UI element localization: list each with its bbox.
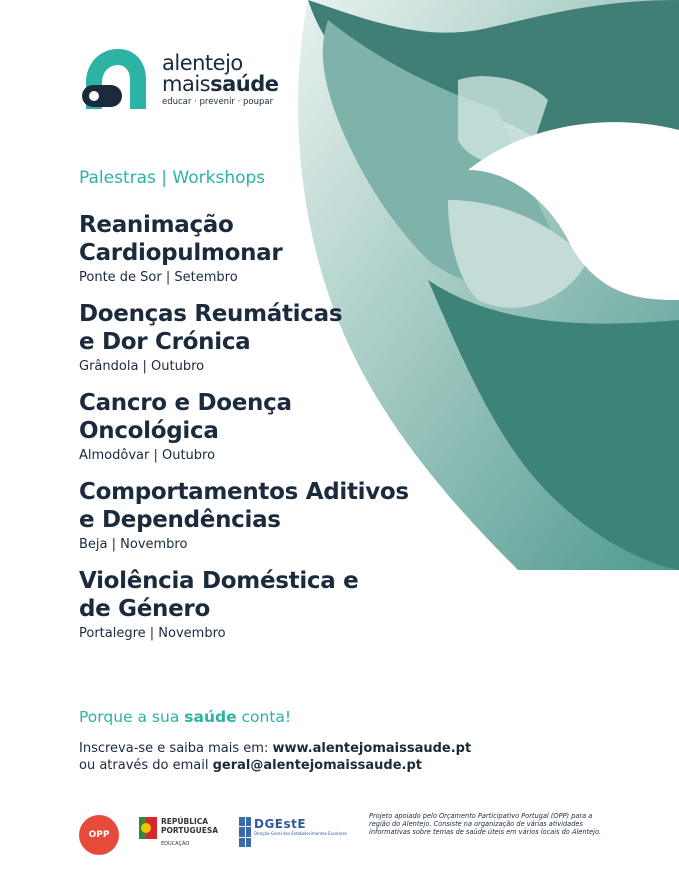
brand-logo — [80, 45, 279, 115]
dgeste-logo: DGEstE Direção-Geral dos Estabelecimentos Escolares — [239, 817, 347, 847]
tagline: Porque a sua saúde conta! — [79, 708, 292, 726]
email-link[interactable]: geral@alentejomaissaude.pt — [212, 758, 422, 773]
opp-logo: OPP — [79, 815, 119, 855]
event-meta: Beja | Novembro — [79, 537, 188, 552]
event-item — [79, 389, 459, 463]
logo-tagline: educar · prevenir · poupar — [162, 97, 274, 108]
event-title: Violência Doméstica e de Género — [79, 568, 359, 622]
dgeste-grid-icon — [239, 817, 251, 847]
event-item — [79, 300, 459, 374]
event-item — [79, 211, 459, 285]
event-list — [79, 211, 459, 656]
logo-mark-icon — [80, 45, 150, 115]
event-item — [79, 478, 459, 552]
republica-portuguesa-logo: REPÚBLICA PORTUGUESA EDUCAÇÃO — [139, 817, 218, 849]
logo-wordmark-line1: alentejo — [162, 51, 243, 76]
event-title: Doenças Reumáticas e Dor Crónica — [79, 301, 343, 355]
event-meta: Portalegre | Novembro — [79, 626, 226, 641]
section-subtitle: Palestras | Workshops — [79, 168, 266, 188]
event-meta: Grândola | Outubro — [79, 359, 205, 374]
event-meta: Almodôvar | Outubro — [79, 448, 216, 463]
coat-of-arms-icon — [139, 817, 157, 839]
project-note: Projeto apoiado pelo Orçamento Participativo Portugal (OPP) para a região do Alentejo. Consiste na organização de várias atividades informativas sobre temas de saúde úteis em vários locais do Alentejo. — [369, 812, 602, 836]
logo-wordmark-line2: maissaúde — [162, 72, 279, 97]
event-title: Reanimação Cardiopulmonar — [79, 212, 283, 266]
event-item — [79, 567, 459, 641]
event-title: Comportamentos Aditivos e Dependências — [79, 479, 409, 533]
footer — [79, 812, 609, 857]
website-link[interactable]: www.alentejomaissaude.pt — [272, 741, 472, 756]
event-meta: Ponte de Sor | Setembro — [79, 270, 238, 285]
event-title: Cancro e Doença Oncológica — [79, 390, 292, 444]
contact-info: Inscreva-se e saiba mais em: www.alentejomaissaude.pt ou através do email geral@alentejomaissaude.pt — [79, 741, 472, 773]
